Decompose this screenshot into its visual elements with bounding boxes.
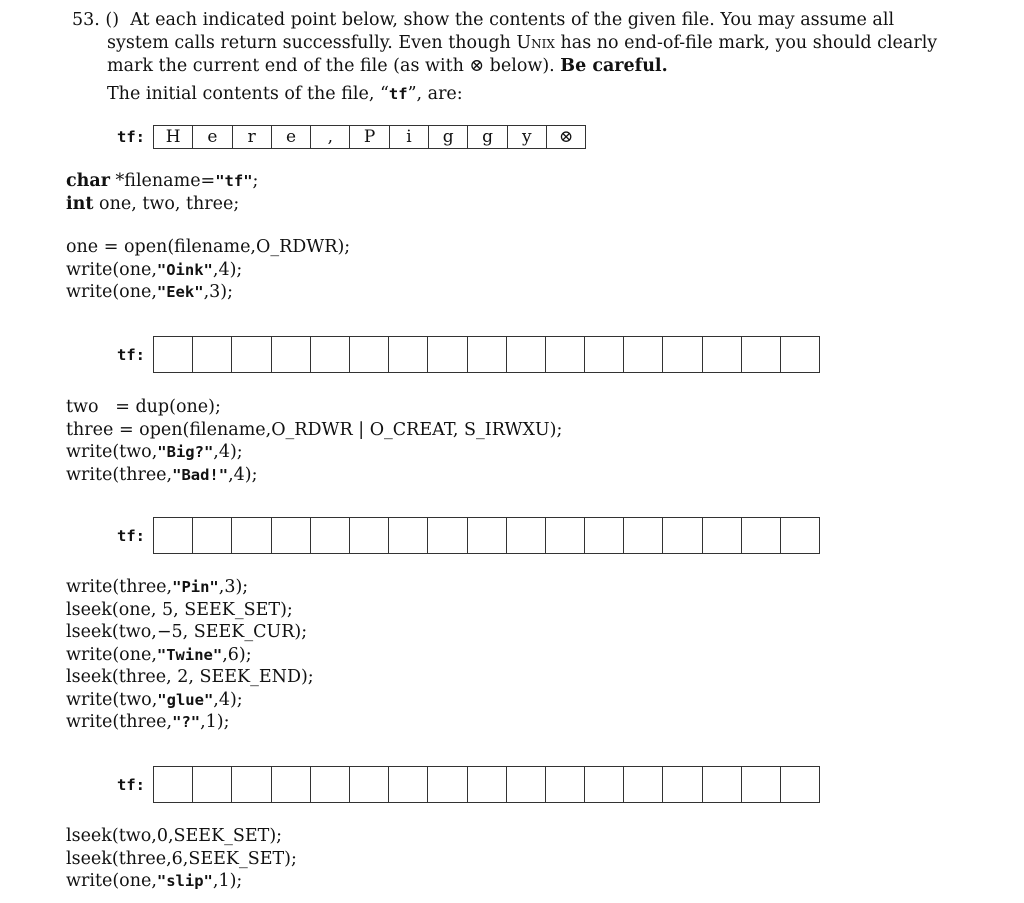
keyword-char: char [66, 171, 110, 191]
code-text: two = dup(one); [66, 397, 221, 417]
question-body-1: At each indicated point below, show the contents of the given file. You may assume all system calls return successfully. Even though [107, 10, 895, 53]
code-block-4 [66, 825, 297, 893]
answer-cell[interactable] [585, 336, 624, 373]
answer-cell[interactable] [350, 336, 389, 373]
answer-cell[interactable] [663, 517, 702, 554]
answer-cell[interactable] [193, 766, 232, 803]
code-string: "?" [172, 713, 201, 731]
code-line [66, 281, 350, 304]
answer-cell[interactable] [428, 336, 467, 373]
answer-cell[interactable] [311, 766, 350, 803]
code-text-end: ,1); [212, 871, 243, 891]
answer-cell[interactable] [154, 336, 193, 373]
code-text-end: ,4); [213, 689, 243, 710]
code-line [66, 236, 350, 259]
answer-cell[interactable] [781, 517, 820, 554]
answer-cell[interactable] [389, 766, 428, 803]
answer-cell[interactable] [350, 766, 389, 803]
code-block-3 [66, 576, 314, 734]
code-line [66, 711, 314, 734]
answer-cell[interactable] [546, 336, 585, 373]
answer-cell[interactable] [428, 517, 467, 554]
decl-semicolon: ; [252, 171, 259, 191]
answer-cell[interactable] [546, 766, 585, 803]
answer-cell[interactable] [154, 517, 193, 554]
answer-cell[interactable] [585, 517, 624, 554]
answer-cell[interactable] [193, 336, 232, 373]
code-line [66, 599, 314, 622]
code-text: lseek(two,−5, SEEK_CUR); [66, 622, 308, 642]
code-block-2 [66, 396, 562, 486]
code-text: write(one, [66, 259, 157, 280]
question-points: () [105, 10, 120, 30]
code-text: lseek(three, 2, SEEK_END); [66, 667, 314, 687]
answer-cell[interactable] [272, 336, 311, 373]
code-text-end: ,1); [200, 712, 230, 732]
decl-string: "tf" [215, 172, 253, 190]
answer-cell[interactable] [193, 517, 232, 554]
answer-cell[interactable] [742, 517, 781, 554]
code-text: write(three, [66, 712, 173, 732]
answer-cell[interactable] [781, 336, 820, 373]
code-string: "Twine" [156, 645, 223, 664]
answer-cell[interactable] [311, 517, 350, 554]
file-cell: , [311, 125, 350, 149]
code-line [66, 689, 314, 712]
code-string: "Oink" [156, 260, 213, 279]
code-text-end: ,4); [212, 259, 243, 280]
answer-cell[interactable] [154, 766, 193, 803]
code-text-end: ,3); [203, 282, 233, 302]
code-line [66, 644, 314, 667]
code-text: write(three, [66, 464, 173, 485]
file-label: tf: [117, 128, 145, 146]
code-line [66, 825, 297, 848]
answer-cell[interactable] [742, 766, 781, 803]
answer-cell[interactable] [272, 766, 311, 803]
file-cell: g [429, 125, 468, 149]
code-line [66, 464, 562, 487]
answer-cell[interactable] [232, 517, 271, 554]
answer-row-2 [117, 517, 820, 554]
intro-text-end: ”, are: [407, 84, 463, 104]
code-text: three = open(filename,O_RDWR | O_CREAT, S_IRWXU); [66, 419, 563, 440]
code-text: lseek(one, 5, SEEK_SET); [66, 599, 293, 620]
answer-cell[interactable] [389, 517, 428, 554]
answer-cell[interactable] [546, 517, 585, 554]
answer-cell[interactable] [389, 336, 428, 373]
initial-file-cells [153, 125, 586, 149]
file-label: tf: [117, 345, 145, 364]
answer-cell[interactable] [232, 336, 271, 373]
file-label: tf: [117, 526, 145, 545]
answer-cell[interactable] [507, 766, 546, 803]
file-label: tf: [117, 775, 145, 794]
code-text: one = open(filename,O_RDWR); [66, 237, 351, 257]
code-string: "Bad!" [172, 465, 229, 484]
code-string: "Eek" [156, 283, 204, 301]
answer-cell[interactable] [232, 766, 271, 803]
code-text: write(three, [66, 577, 173, 597]
code-line [66, 441, 562, 464]
answer-cell[interactable] [781, 766, 820, 803]
file-cell: e [272, 125, 311, 149]
file-cell: g [468, 125, 507, 149]
question-text [72, 9, 952, 78]
question-body-2: has no end-of-file mark, you should clearly mark the current end of the file (as with ⊗ below). [107, 33, 938, 76]
code-text-end: ,3); [218, 577, 249, 597]
code-text: write(one, [66, 644, 157, 665]
answer-cell[interactable] [742, 336, 781, 373]
unix-word: Unix [516, 33, 555, 53]
code-line [66, 576, 314, 599]
code-text: write(one, [66, 871, 157, 891]
answer-cell[interactable] [703, 517, 742, 554]
answer-cell[interactable] [703, 766, 742, 803]
code-text-end: ,6); [222, 644, 252, 665]
code-block-1 [66, 236, 350, 304]
intro-text: The initial contents of the file, “ [107, 84, 389, 104]
code-line [66, 870, 297, 893]
answer-cell[interactable] [624, 766, 663, 803]
answer-cell[interactable] [428, 766, 467, 803]
code-text-end: ,4); [228, 464, 258, 485]
answer-cells-3[interactable] [153, 766, 820, 803]
intro-filename: tf [388, 85, 408, 103]
answer-row-3 [117, 766, 820, 803]
declarations [66, 170, 258, 215]
question-number: 53. [72, 10, 100, 30]
answer-cell[interactable] [585, 766, 624, 803]
decl-filename: *filename= [109, 171, 216, 191]
answer-cell[interactable] [507, 517, 546, 554]
answer-cell[interactable] [272, 517, 311, 554]
code-string: "Pin" [172, 578, 219, 596]
code-text: write(one, [66, 282, 157, 302]
code-line [66, 848, 297, 871]
answer-cells-1[interactable] [153, 336, 820, 373]
be-careful: Be careful. [560, 56, 668, 76]
file-cell: y [508, 125, 547, 149]
answer-cell[interactable] [624, 336, 663, 373]
answer-row-1 [117, 336, 820, 373]
code-string: "Big?" [157, 443, 214, 461]
initial-contents-intro [107, 84, 463, 104]
file-cell: i [390, 125, 429, 149]
file-cell: r [233, 125, 272, 149]
answer-cell[interactable] [663, 336, 702, 373]
answer-cell[interactable] [663, 766, 702, 803]
code-text: write(two, [66, 689, 158, 710]
code-line [66, 666, 314, 689]
answer-cell[interactable] [624, 517, 663, 554]
answer-cell[interactable] [468, 517, 507, 554]
file-cell: H [154, 125, 193, 149]
code-string: "glue" [157, 690, 214, 709]
file-cell: e [193, 125, 232, 149]
code-text: lseek(two,0,SEEK_SET); [66, 826, 283, 846]
answer-cell[interactable] [507, 336, 546, 373]
answer-cell[interactable] [468, 336, 507, 373]
code-text-end: ,4); [213, 442, 243, 462]
file-cell: P [350, 125, 389, 149]
code-text: write(two, [66, 442, 158, 462]
answer-cell[interactable] [468, 766, 507, 803]
answer-cell[interactable] [311, 336, 350, 373]
keyword-int: int [66, 193, 94, 214]
code-line [66, 621, 314, 644]
code-text: lseek(three,6,SEEK_SET); [66, 848, 297, 869]
code-line [66, 396, 562, 419]
code-string: "slip" [156, 872, 213, 890]
decl-ints: one, two, three; [93, 193, 240, 214]
initial-file-row [117, 125, 586, 149]
file-cell: ⊗ [547, 125, 586, 149]
answer-cells-2[interactable] [153, 517, 820, 554]
code-line [66, 419, 562, 442]
code-line [66, 259, 350, 282]
answer-cell[interactable] [350, 517, 389, 554]
answer-cell[interactable] [703, 336, 742, 373]
